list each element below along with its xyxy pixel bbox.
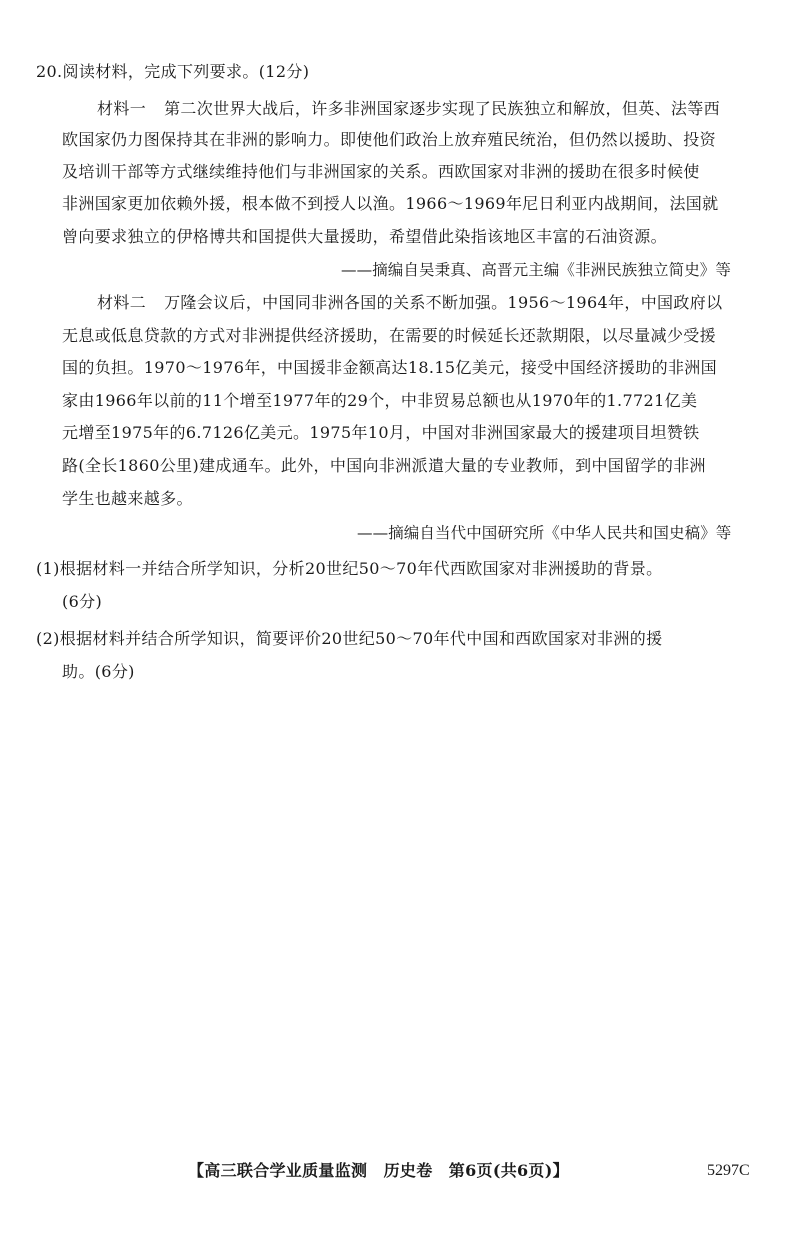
material1-text-1: 第二次世界大战后，许多非洲国家逐步实现了民族独立和解放，但英、法等西 (164, 99, 720, 118)
material1-label: 材料一 (97, 99, 147, 118)
task-2-line-2: 助。(6分) (62, 662, 135, 681)
material2-line-3: 国的负担。1970～1976年，中国援非金额高达18.15亿美元，接受中国经济援助的非洲国 (62, 358, 717, 377)
material2-line-2: 无息或低息贷款的方式对非洲提供经济援助，在需要的时候延长还款期限，以尽量减少受援 (62, 326, 717, 345)
material1-line-2: 欧国家仍力图保持其在非洲的影响力。即使他们政治上放弃殖民统治，但仍然以援助、投资 (62, 130, 717, 149)
material1-source: ——摘编自吴秉真、高晋元主编《非洲民族独立简史》等 (341, 261, 732, 279)
footer-title: 【高三联合学业质量监测 历史卷 第6页(共6页)】 (188, 1161, 569, 1180)
material2-line-7: 学生也越来越多。 (62, 489, 193, 508)
footer-code: 5297C (707, 1162, 750, 1179)
material2-line-1 (97, 293, 722, 313)
material2-line-6: 路(全长1860公里)建成通车。此外，中国向非洲派遣大量的专业教师，到中国留学的非洲 (62, 456, 706, 475)
task-1-line-2: (6分) (62, 592, 103, 611)
material1-line-5: 曾向要求独立的伊格博共和国提供大量援助，希望借此染指该地区丰富的石油资源。 (62, 227, 667, 246)
material2-line-4: 家由1966年以前的11个增至1977年的29个，中非贸易总额也从1970年的1.7721亿美 (62, 391, 698, 410)
material2-line-5: 元增至1975年的6.7126亿美元。1975年10月，中国对非洲国家最大的援建项目坦赞铁 (62, 423, 700, 442)
task-2-line-1: (2)根据材料并结合所学知识，简要评价20世纪50～70年代中国和西欧国家对非洲的援 (36, 629, 663, 648)
material1-line-3: 及培训干部等方式继续维持他们与非洲国家的关系。西欧国家对非洲的援助在很多时候使 (62, 162, 700, 181)
question-header: 20.阅读材料，完成下列要求。(12分) (36, 62, 310, 81)
material1-line-4: 非洲国家更加依赖外援，根本做不到授人以渔。1966～1969年尼日利亚内战期间，法国就 (62, 194, 719, 213)
material2-source: ——摘编自当代中国研究所《中华人民共和国史稿》等 (357, 524, 732, 542)
material2-label: 材料二 (97, 293, 147, 312)
task-1-line-1: (1)根据材料一并结合所学知识，分析20世纪50～70年代西欧国家对非洲援助的背景。 (36, 559, 663, 578)
material1-line-1 (97, 99, 720, 119)
material2-text-1: 万隆会议后，中国同非洲各国的关系不断加强。1956～1964年，中国政府以 (164, 293, 723, 312)
